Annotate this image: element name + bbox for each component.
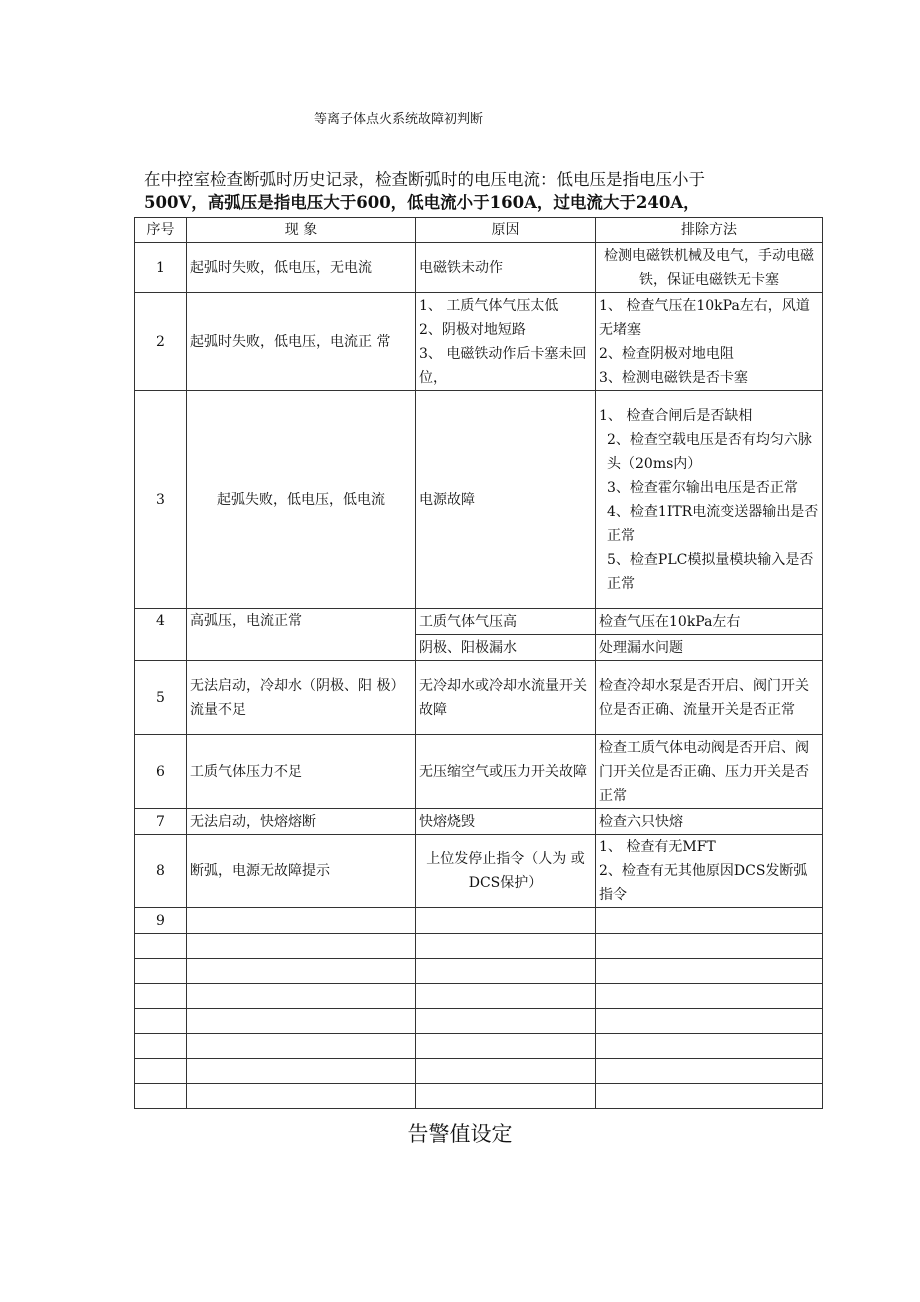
table-row — [135, 609, 823, 635]
row-symptom: 起弧时失败，低电压，电流正 常 — [187, 293, 416, 391]
fix-item: 2、检查有无其他原因DCS发断弧指令 — [599, 863, 808, 903]
row-no: 1 — [135, 243, 187, 293]
row-no: 6 — [135, 735, 187, 809]
fix-item: 2、检查阴极对地电阻 — [599, 345, 734, 362]
row-fix: 检测电磁铁机械及电气，手动电磁铁，保证电磁铁无卡塞 — [596, 243, 823, 293]
document-title: 等离子体点火系统故障初判断 — [314, 112, 484, 127]
row-fix — [596, 293, 823, 391]
fault-diagnosis-table — [134, 217, 823, 1109]
row-no: 5 — [135, 661, 187, 735]
row-cause: 无压缩空气或压力开关故障 — [416, 735, 596, 809]
intro-paragraph — [144, 168, 794, 214]
table-row — [135, 835, 823, 908]
table-row — [135, 735, 823, 809]
row-cause: 电源故障 — [416, 391, 596, 609]
row-cause: 快熔烧毁 — [416, 809, 596, 835]
empty-row — [135, 1059, 823, 1084]
table-row — [135, 391, 823, 609]
fix-item: 1、 检查有无MFT — [599, 839, 716, 855]
fix-item: 3、检查霍尔输出电压是否正常 — [607, 479, 798, 496]
row-symptom: 无法启动，快熔熔断 — [187, 809, 416, 835]
fix-item: 2、检查空载电压是否有均匀六脉头（20ms内） — [607, 431, 812, 472]
empty-row — [135, 959, 823, 984]
row-cause: 阴极、阳极漏水 — [416, 635, 596, 661]
row-fix: 检查工质气体电动阀是否开启、阀门开关位是否正确、压力开关是否正常 — [596, 735, 823, 809]
row-cause — [416, 293, 596, 391]
row-cause: 工质气体气压高 — [416, 609, 596, 635]
row-cause: 电磁铁未动作 — [416, 243, 596, 293]
row-no: 4 — [135, 609, 187, 661]
row-fix — [596, 391, 823, 609]
row-cause: 上位发停止指令（人为 或DCS保护） — [416, 835, 596, 908]
table-row — [135, 243, 823, 293]
row-symptom: 断弧，电源无故障提示 — [187, 835, 416, 908]
row-cause: 无冷却水或冷却水流量开关故障 — [416, 661, 596, 735]
table-row — [135, 809, 823, 835]
table-row — [135, 293, 823, 391]
row-fix: 处理漏水问题 — [596, 635, 823, 661]
empty-row — [135, 1009, 823, 1034]
section-heading-alarm-settings: 告警值设定 — [407, 1122, 513, 1146]
intro-line-2: 500V，高弧压是指电压大于600，低电流小于160A，过电流大于240A， — [144, 193, 700, 212]
cause-item: 2、阴极对地短路 — [419, 321, 526, 338]
row-fix — [596, 908, 823, 934]
header-no: 序号 — [135, 218, 187, 243]
row-cause — [416, 908, 596, 934]
row-no: 3 — [135, 391, 187, 609]
fix-item: 4、检查1ITR电流变送器输出是否正常 — [607, 503, 819, 544]
table-row — [135, 661, 823, 735]
empty-row — [135, 1034, 823, 1059]
row-symptom: 高弧压，电流正常 — [187, 609, 416, 661]
row-fix: 检查冷却水泵是否开启、阀门开关位是否正确、流量开关是否正常 — [596, 661, 823, 735]
row-symptom: 无法启动，冷却水（阴极、阳 极）流量不足 — [187, 661, 416, 735]
fix-item: 5、检查PLC模拟量模块输入是否正常 — [607, 551, 814, 592]
fix-item: 1、 检查气压在10kPa左右，风道无堵塞 — [599, 297, 810, 338]
header-symptom: 现 象 — [187, 218, 416, 243]
row-symptom — [187, 908, 416, 934]
empty-row — [135, 1084, 823, 1109]
row-no: 7 — [135, 809, 187, 835]
row-fix — [596, 835, 823, 908]
intro-line-1: 在中控室检查断弧时历史记录，检查断弧时的电压电流：低电压是指电压小于 — [144, 170, 705, 189]
row-symptom: 工质气体压力不足 — [187, 735, 416, 809]
header-fix: 排除方法 — [596, 218, 823, 243]
row-fix: 检查六只快熔 — [596, 809, 823, 835]
table-row — [135, 908, 823, 934]
empty-row — [135, 934, 823, 959]
fix-item: 3、检测电磁铁是否卡塞 — [599, 369, 748, 386]
row-symptom: 起弧失败，低电压，低电流 — [187, 391, 416, 609]
cause-item: 1、 工质气体气压太低 — [419, 297, 559, 314]
header-cause: 原因 — [416, 218, 596, 243]
row-no: 2 — [135, 293, 187, 391]
row-no: 9 — [135, 908, 187, 934]
table-header-row — [135, 218, 823, 243]
row-symptom: 起弧时失败，低电压，无电流 — [187, 243, 416, 293]
row-no: 8 — [135, 835, 187, 908]
cause-item: 3、 电磁铁动作后卡塞未回位， — [419, 345, 587, 386]
empty-row — [135, 984, 823, 1009]
row-fix: 检查气压在10kPa左右 — [596, 609, 823, 635]
fix-item: 1、 检查合闸后是否缺相 — [599, 407, 753, 424]
